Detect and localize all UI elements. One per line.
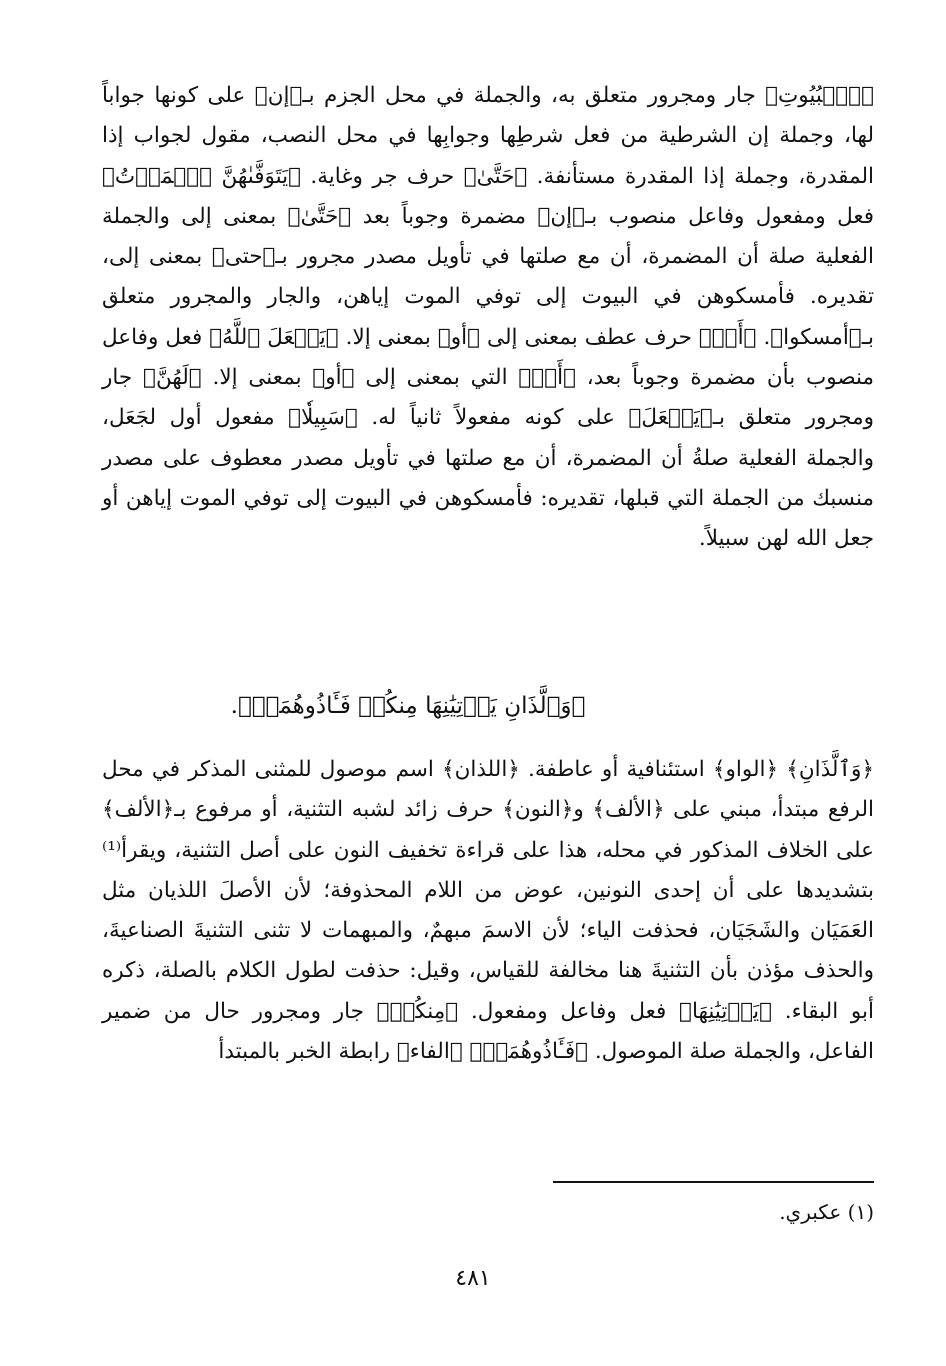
tafsir-paragraph-1: ﴿ٱلۡبُيُوتِ﴾ جار ومجرور متعلق به، والجملة في محل الجزم بـ﴿إن﴾ على كونها جواباً لها، وجملة إن الشرطية من فعل شرطِها وجوابِها في محل النصب، مقول لجواب إذا المقدرة، وجملة إذا المقدرة مستأنفة. ﴿حَتَّىٰ﴾ حرف جر وغاية. ﴿يَتَوَفَّىٰهُنَّ ٱلۡمَوۡتُ﴾ فعل ومفعول وفاعل منصوب بـ﴿إن﴾ مضمرة وجوباً بعد ﴿حَتَّىٰ﴾ بمعنى إلى والجملة الفعلية صلة أن المضمرة، أن مع صلتها في تأويل مصدر مجرور بـ﴿حتى﴾ بمعنى إلى، تقديره. فأمسكوهن في البيوت إلى توفي الموت إياهن، والجار والمجرور متعلق بـ﴿أمسكوا﴾. ﴿أَوۡ﴾ حرف عطف بمعنى إلى ﴿أو﴾ بمعنى إلا. ﴿يَجۡعَلَ ٱللَّهُ﴾ فعل وفاعل منصوب بأن مضمرة وجوباً بعد، ﴿أَوۡ﴾ التي بمعنى إلى ﴿أو﴾ بمعنى إلا. ﴿لَهُنَّ﴾ جار ومجرور متعلق بـ﴿يَجۡعَلَ﴾ على كونه مفعولاً ثانياً له. ﴿سَبِيلٗا﴾ مفعول أول لجَعَل، والجملة الفعلية صلةُ أن المضمرة، أن مع صلتها في تأويل مصدر معطوف على مصدر منسبك من الجملة التي قبلها، تقديره: فأمسكوهن في البيوت إلى توفي الموت إياهن أو جعل الله لهن سبيلاً. (102, 83, 874, 552)
footnote-separator (553, 1181, 874, 1183)
quran-verse: ﴿وَٱلَّذَانِ يَأۡتِيَٰنِهَا مِنكُمۡ فَـَٔاذُوهُمَاۖ﴾. (230, 693, 586, 719)
page-number: ٤٨١ (455, 1266, 491, 1291)
footnote: (١) عكبري. (779, 1200, 874, 1224)
tafsir-paragraph-2: ﴿وَٱلَّذَانِ﴾ ﴿الواو﴾ استئنافية أو عاطفة. ﴿اللذان﴾ اسم موصول للمثنى المذكر في محل الرفع مبتدأ، مبني على ﴿الألف﴾ و﴿النون﴾ حرف زائد لشبه التثنية، أو مرفوع بـ﴿الألف﴾ على الخلاف المذكور في محله، هذا على قراءة تخفيف النون على أصل التثنية، ويقرأ⁽¹⁾ بتشديدها على أن إحدى النونين، عوض من اللام المحذوفة؛ لأن الأصلَ اللذيان مثل العَمَيَان والشَجَيَان، فحذفت الياء؛ لأن الاسمَ مبهمٌ، والمبهمات لا تثنى التثنيةَ الصناعيةَ، والحذف مؤذن بأن التثنيةَ هنا مخالفة للقياس، وقيل: حذفت لطول الكلام بالصلة، ذكره أبو البقاء. ﴿يَأۡتِيَٰنِهَا﴾ فعل وفاعل ومفعول. ﴿مِنكُمۡ﴾ جار ومجرور حال من ضمير الفاعل، والجملة صلة الموصول. ﴿فَـَٔاذُوهُمَاۖ﴾ ﴿الفاء﴾ رابطة الخبر بالمبتدأ (102, 757, 874, 1065)
